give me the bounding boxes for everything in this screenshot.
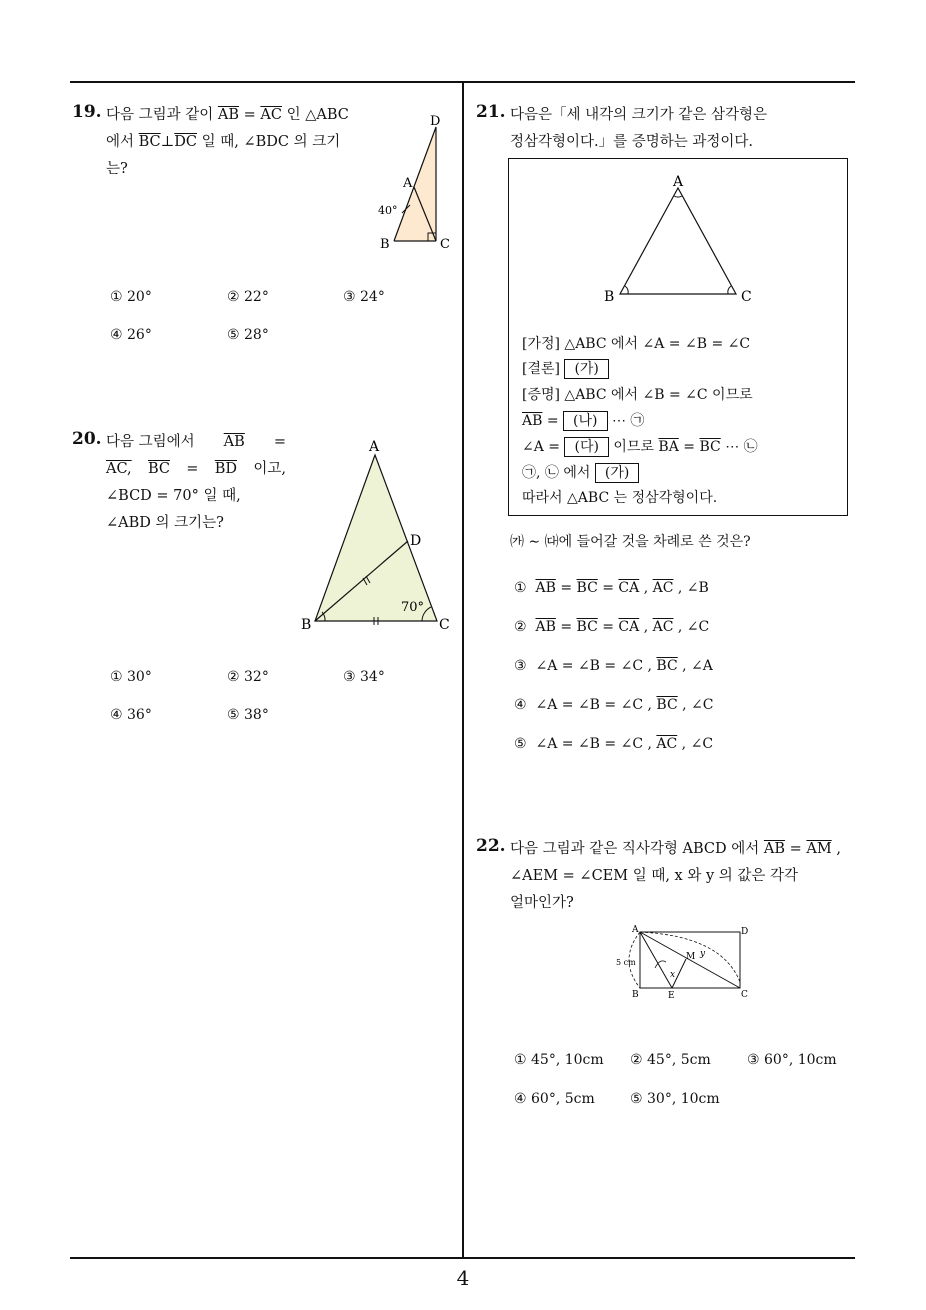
q20-text: 다음 그림에서 $\overline{AB}$ = AC, $\overline{BC}$ = $\overline{BD}$ 이고, ∠BCD = 70° 일 때, ∠ABD 의 크기는? (106, 434, 286, 531)
q21-number: 21. (476, 102, 506, 122)
q21-assumption: [가정] △ABC 에서 ∠A = ∠B = ∠C (522, 336, 751, 352)
q19-label-b: B (380, 237, 390, 252)
q21-conclusion: [결론] (가) (522, 358, 609, 379)
q22-label-c: C (741, 990, 748, 1000)
q20-choice-4[interactable]: ④ 36° (110, 707, 152, 723)
q21-choice-3[interactable]: ③ ∠A = ∠B = ∠C , $\overline{BC}$ , ∠A (514, 658, 713, 674)
q21-text: 다음은「세 내각의 크기가 같은 삼각형은 정삼각형이다.」를 증명하는 과정이다. (510, 107, 768, 150)
q20-label-c: C (439, 617, 450, 633)
blank-ga: (가) (564, 359, 608, 379)
q21-final: 따라서 △ABC 는 정삼각형이다. (522, 490, 718, 506)
q22-choice-4[interactable]: ④ 60°, 5cm (514, 1091, 595, 1107)
q22-label-b: B (632, 990, 639, 1000)
q22-label-a: A (632, 925, 639, 935)
q20-label-d: D (410, 533, 422, 549)
q22-number: 22. (476, 836, 506, 856)
q22-choice-2[interactable]: ② 45°, 5cm (630, 1052, 711, 1068)
q19-figure (370, 105, 460, 255)
q22-choice-1[interactable]: ① 45°, 10cm (514, 1052, 604, 1068)
column-divider (462, 83, 464, 1258)
blank-na: (나) (563, 411, 607, 431)
blank-da: (다) (564, 437, 608, 457)
q22-label-e: E (668, 991, 675, 1001)
q19-text: 다음 그림과 같이 $\overline{AB} = \overline{AC}$ 인 △ABC 에서 $\overline{BC}\perp\overline{DC}$ 일 때, ∠BDC 의 크기 는? (106, 107, 349, 177)
q22-label-x: x (670, 970, 676, 980)
q21-label-b: B (604, 289, 615, 305)
q22-choice-3[interactable]: ③ 60°, 10cm (747, 1052, 837, 1068)
q21-choice-4[interactable]: ④ ∠A = ∠B = ∠C , $\overline{BC}$ , ∠C (514, 697, 714, 713)
q20-figure (295, 435, 460, 635)
blank-ga-2: (가) (595, 463, 639, 483)
q21-choice-5[interactable]: ⑤ ∠A = ∠B = ∠C , $\overline{AC}$ , ∠C (514, 736, 714, 752)
q22-figure (612, 922, 757, 1004)
q22-text: 다음 그림과 같은 직사각형 ABCD 에서 $\overline{AB} = \overline{AM}$ , ∠AEM = ∠CEM 일 때, x 와 y 의 값은 각각 얼마인가? (510, 841, 841, 911)
bottom-rule (70, 1257, 855, 1259)
q21-label-a: A (673, 174, 684, 190)
q22-label-y: y (700, 949, 706, 959)
q20-angle-label: 70° (401, 600, 425, 615)
q19-label-a: A (403, 176, 413, 191)
q21-choice-2[interactable]: ② $\overline{AB} = \overline{BC} = \overline{CA}$ , $\overline{AC}$ , ∠C (514, 619, 710, 635)
q21-proof-line3: ∠A = (다) 이므로 $\overline{BA} = \overline{BC}$ ⋯ ㉡ (522, 439, 758, 455)
q19-choice-1[interactable]: ① 20° (110, 289, 152, 305)
q19-angle-label: 40° (378, 204, 398, 217)
q21-figure (600, 170, 760, 305)
q20-number: 20. (72, 429, 102, 449)
page-number: 4 (456, 1266, 470, 1290)
q22-label-length: 5 cm (616, 958, 636, 967)
q19-label-c: C (440, 237, 450, 252)
q19-number: 19. (72, 102, 102, 122)
q19-choice-5[interactable]: ⑤ 28° (227, 327, 269, 343)
q22-choice-5[interactable]: ⑤ 30°, 10cm (630, 1091, 720, 1107)
q20-label-a: A (369, 439, 380, 455)
q19-label-d: D (430, 114, 441, 129)
q20-choice-1[interactable]: ① 30° (110, 669, 152, 685)
q21-choice-1[interactable]: ① $\overline{AB} = \overline{BC} = \overline{CA}$ , $\overline{AC}$ , ∠B (514, 580, 709, 596)
q20-choice-2[interactable]: ② 32° (227, 669, 269, 685)
q19-choice-4[interactable]: ④ 26° (110, 327, 152, 343)
q20-label-b: B (301, 617, 312, 633)
q22-label-d: D (741, 927, 749, 937)
q20-choice-3[interactable]: ③ 34° (343, 669, 385, 685)
q21-question: ㈎ ∼ ㈐에 들어갈 것을 차례로 쓴 것은? (510, 534, 751, 550)
q21-proof-line4: ㉠, ㉡ 에서 (가) (522, 462, 639, 483)
q21-proof-line2: $\overline{AB}$ = (나) ⋯ ㉠ (522, 413, 645, 429)
q21-label-c: C (741, 289, 752, 305)
q22-label-m: M (686, 952, 696, 962)
q21-proof-line1: [증명] △ABC 에서 ∠B = ∠C 이므로 (522, 387, 753, 403)
q19-choice-2[interactable]: ② 22° (227, 289, 269, 305)
q20-choice-5[interactable]: ⑤ 38° (227, 707, 269, 723)
q19-choice-3[interactable]: ③ 24° (343, 289, 385, 305)
